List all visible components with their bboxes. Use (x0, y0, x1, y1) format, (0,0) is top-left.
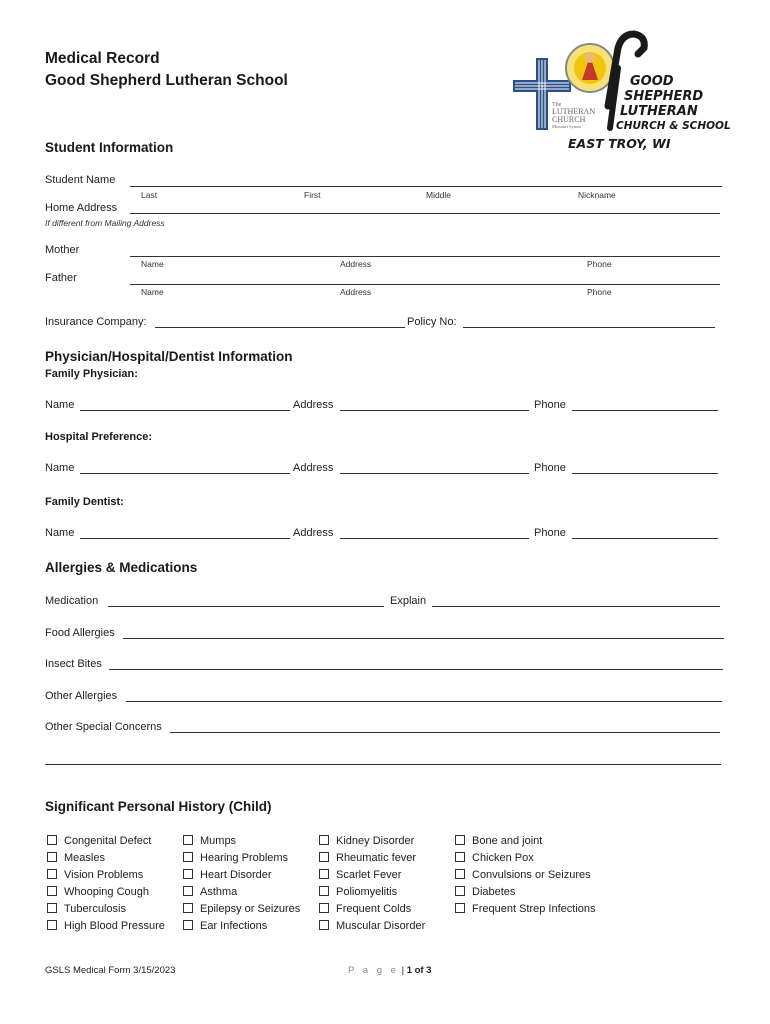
history-item-high-blood-pressure[interactable]: High Blood Pressure (47, 920, 165, 932)
history-item-convulsions[interactable]: Convulsions or Seizures (455, 869, 591, 881)
history-item-mumps[interactable]: Mumps (183, 835, 236, 847)
checkbox[interactable] (183, 869, 193, 879)
checkbox[interactable] (455, 869, 465, 879)
hospital-name-label: Name (45, 462, 75, 474)
history-heading: Significant Personal History (Child) (45, 799, 272, 814)
mother-sub-address: Address (340, 259, 372, 269)
physician-heading: Physician/Hospital/Dentist Information (45, 349, 293, 364)
page-title (45, 48, 288, 92)
checkbox[interactable] (455, 886, 465, 896)
father-sub-name: Name (141, 287, 164, 297)
sub-nickname: Nickname (578, 190, 616, 200)
student-info-heading: Student Information (45, 140, 174, 155)
hospital-phone-field[interactable] (572, 473, 718, 474)
physician-address-label: Address (293, 399, 334, 411)
other-allergies-field[interactable] (126, 701, 722, 702)
checkbox[interactable] (455, 835, 465, 845)
dentist-name-field[interactable] (80, 538, 290, 539)
checkbox[interactable] (183, 835, 193, 845)
shepherd-emblem-icon (566, 44, 614, 92)
father-sub-phone: Phone (587, 287, 612, 297)
checkbox[interactable] (47, 903, 57, 913)
other-allergies-label: Other Allergies (45, 690, 118, 702)
father-label: Father (45, 272, 77, 284)
history-item-frequent-colds[interactable]: Frequent Colds (319, 903, 411, 915)
checkbox[interactable] (47, 869, 57, 879)
medication-field[interactable] (108, 606, 384, 607)
insurance-label: Insurance Company: (45, 316, 147, 328)
checkbox[interactable] (319, 886, 329, 896)
school-logo (510, 28, 730, 158)
checkbox[interactable] (47, 852, 57, 862)
history-item-asthma[interactable]: Asthma (183, 886, 237, 898)
history-item-epilepsy[interactable]: Epilepsy or Seizures (183, 903, 300, 915)
svg-text:LUTHERAN: LUTHERAN (552, 107, 596, 116)
insurance-field[interactable] (155, 327, 405, 328)
checkbox[interactable] (47, 835, 57, 845)
medication-label: Medication (45, 595, 99, 607)
checkbox[interactable] (183, 903, 193, 913)
physician-address-field[interactable] (340, 410, 529, 411)
hospital-name-field[interactable] (80, 473, 290, 474)
home-address-label: Home Address (45, 202, 118, 214)
hospital-address-label: Address (293, 462, 334, 474)
history-item-measles[interactable]: Measles (47, 852, 105, 864)
policy-field[interactable] (463, 327, 715, 328)
history-item-hearing-problems[interactable]: Hearing Problems (183, 852, 288, 864)
insect-bites-label: Insect Bites (45, 658, 102, 670)
home-address-note: If different from Mailing Address (45, 218, 165, 228)
title-line-1: Medical Record (45, 50, 160, 67)
checkbox[interactable] (47, 886, 57, 896)
history-item-diabetes[interactable]: Diabetes (455, 886, 515, 898)
checkbox[interactable] (183, 886, 193, 896)
svg-text:GOOD: GOOD (630, 74, 674, 89)
student-name-field[interactable] (130, 186, 722, 187)
history-item-heart-disorder[interactable]: Heart Disorder (183, 869, 272, 881)
footer-form-id: GSLS Medical Form 3/15/2023 (45, 965, 176, 976)
history-item-kidney-disorder[interactable]: Kidney Disorder (319, 835, 414, 847)
hospital-address-field[interactable] (340, 473, 529, 474)
checkbox[interactable] (183, 852, 193, 862)
dentist-phone-label: Phone (534, 527, 566, 539)
food-allergies-field[interactable] (123, 638, 724, 639)
checkbox[interactable] (455, 852, 465, 862)
history-item-tuberculosis[interactable]: Tuberculosis (47, 903, 126, 915)
mother-sub-name: Name (141, 259, 164, 269)
policy-label: Policy No: (407, 316, 457, 328)
physician-name-label: Name (45, 399, 75, 411)
special-concerns-label: Other Special Concerns (45, 721, 162, 733)
history-item-scarlet-fever[interactable]: Scarlet Fever (319, 869, 401, 881)
page-count: 1 of 3 (406, 965, 432, 976)
explain-label: Explain (390, 595, 427, 607)
checkbox[interactable] (319, 903, 329, 913)
logo-graphic (510, 28, 730, 158)
father-sub-address: Address (340, 287, 372, 297)
mother-label: Mother (45, 244, 80, 256)
physician-phone-label: Phone (534, 399, 566, 411)
history-item-ear-infections[interactable]: Ear Infections (183, 920, 267, 932)
family-dentist-label: Family Dentist: (45, 496, 124, 508)
checkbox[interactable] (455, 903, 465, 913)
dentist-name-label: Name (45, 527, 75, 539)
family-physician-label: Family Physician: (45, 368, 138, 380)
page-number (348, 965, 432, 976)
history-item-frequent-strep[interactable]: Frequent Strep Infections (455, 903, 596, 915)
svg-text:EAST TROY, WI: EAST TROY, WI (568, 136, 671, 151)
history-item-chicken-pox[interactable]: Chicken Pox (455, 852, 534, 864)
dentist-address-field[interactable] (340, 538, 529, 539)
history-item-congenital-defect[interactable]: Congenital Defect (47, 835, 151, 847)
sub-middle: Middle (426, 190, 452, 200)
hospital-phone-label: Phone (534, 462, 566, 474)
mother-field[interactable] (130, 256, 720, 257)
insect-bites-field[interactable] (109, 669, 723, 670)
history-item-rheumatic-fever[interactable]: Rheumatic fever (319, 852, 416, 864)
svg-text:CHURCH: CHURCH (552, 115, 586, 124)
svg-text:The: The (552, 102, 562, 108)
checkbox[interactable] (47, 920, 57, 930)
sub-first: First (304, 190, 321, 200)
dentist-address-label: Address (293, 527, 334, 539)
svg-text:SHEPHERD: SHEPHERD (624, 89, 704, 104)
history-item-vision-problems[interactable]: Vision Problems (47, 869, 143, 881)
father-field[interactable] (130, 284, 720, 285)
physician-name-field[interactable] (80, 410, 290, 411)
special-concerns-field[interactable] (170, 732, 720, 733)
history-item-bone-and-joint[interactable]: Bone and joint (455, 835, 542, 847)
checkbox[interactable] (319, 920, 329, 930)
food-allergies-label: Food Allergies (45, 627, 115, 639)
svg-text:CHURCH & SCHOOL: CHURCH & SCHOOL (616, 120, 730, 132)
sub-last: Last (141, 190, 158, 200)
history-item-poliomyelitis[interactable]: Poliomyelitis (319, 886, 397, 898)
checkbox[interactable] (183, 920, 193, 930)
hospital-preference-label: Hospital Preference: (45, 431, 152, 443)
checkbox[interactable] (319, 852, 329, 862)
svg-text:Missouri Synod: Missouri Synod (552, 124, 581, 129)
dentist-phone-field[interactable] (572, 538, 718, 539)
svg-text:LUTHERAN: LUTHERAN (620, 104, 698, 119)
page-separator: | (401, 965, 405, 976)
physician-phone-field[interactable] (572, 410, 718, 411)
student-name-label: Student Name (45, 174, 116, 186)
checkbox[interactable] (319, 869, 329, 879)
history-item-muscular-disorder[interactable]: Muscular Disorder (319, 920, 425, 932)
allergies-heading: Allergies & Medications (45, 560, 198, 575)
special-concerns-field-2[interactable] (45, 764, 721, 765)
checkbox[interactable] (319, 835, 329, 845)
explain-field[interactable] (432, 606, 720, 607)
history-item-whooping-cough[interactable]: Whooping Cough (47, 886, 149, 898)
mother-sub-phone: Phone (587, 259, 612, 269)
page-word: P a g e (348, 965, 399, 976)
title-line-2: Good Shepherd Lutheran School (45, 72, 288, 89)
home-address-field[interactable] (130, 213, 720, 214)
